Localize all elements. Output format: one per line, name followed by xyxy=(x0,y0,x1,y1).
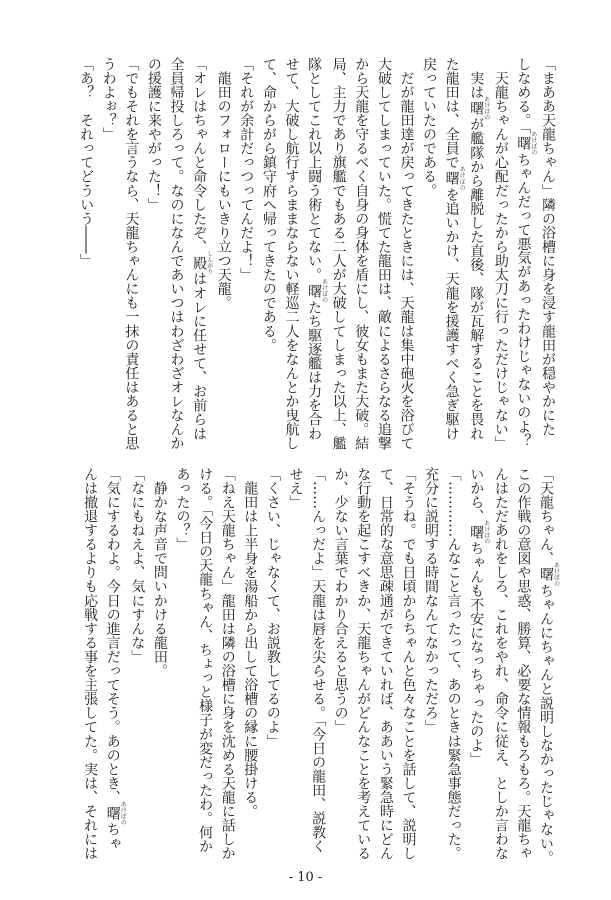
text-run: か、少ない言葉でわかり合えると思うの」 xyxy=(332,467,349,734)
text-run: 充分に説明する時間なんてなかっただろ」 xyxy=(423,467,440,734)
text-column xyxy=(395,57,418,451)
text-run: んは撤退するよりも応戦する事を主張してた。実は、それには xyxy=(82,467,99,861)
text-column xyxy=(534,467,560,865)
text-column xyxy=(165,57,188,451)
ruby-word: 曙あけぼの xyxy=(515,131,537,156)
text-run: んはただあれをしろ、これをやれ、命令に従え、としか言わな xyxy=(492,467,509,861)
text-run: 龍田は上半身を湯船から出して浴槽の縁に腰掛ける。 xyxy=(242,467,259,819)
text-column xyxy=(120,57,143,451)
text-column xyxy=(257,57,280,445)
text-run: 局、主力であり旗艦でもある二人が大破してしまった以上、艦 xyxy=(330,57,347,451)
text-column xyxy=(171,467,194,857)
ruby-word: 曙あけぼの xyxy=(443,166,466,191)
text-column xyxy=(280,57,303,451)
text-run: 「…………んなこと言ったって、あのときは緊急事態だった。 xyxy=(445,467,462,861)
text-run: たち駆逐艦は力を合わ xyxy=(306,300,323,441)
text-run: だが龍田達が戻ってきたときには、天龍は集中砲火を浴びて xyxy=(398,57,415,451)
text-run: いから、 xyxy=(468,467,485,524)
text-column xyxy=(440,57,465,445)
text-run: 「天龍ちゃん、 xyxy=(538,467,554,566)
text-column xyxy=(97,57,120,445)
text-column xyxy=(442,467,465,861)
text-column xyxy=(239,467,262,857)
text-column xyxy=(261,467,284,857)
text-run: 「くさい、じゃなくて、お説教してるのよ」 xyxy=(264,467,281,748)
text-run: 隊としてこれ以上闘う術とてない。 xyxy=(306,57,323,282)
page-number: - 10 - xyxy=(288,870,323,885)
text-run: ちゃんだって悪気があったわけじゃないのよ？ xyxy=(515,152,532,448)
text-run: せて、大破し航行すらままならない軽巡二人をなんとか曳航し xyxy=(283,57,300,451)
text-run: 「それが余計だっつってんだよ！」 xyxy=(238,57,255,282)
text-column xyxy=(212,57,235,445)
text-column xyxy=(101,467,126,857)
text-column xyxy=(126,467,149,857)
text-run: ちゃ xyxy=(104,822,121,851)
text-column xyxy=(148,467,171,857)
text-run: うわよぉ？」 xyxy=(100,57,117,142)
text-column xyxy=(489,57,512,451)
text-run: 大破してしまっていた。慌てた龍田は、敵によるさらなる追撃 xyxy=(375,57,392,451)
text-column xyxy=(417,57,440,445)
text-column xyxy=(75,57,98,445)
text-column xyxy=(216,467,239,861)
ruby-word: 曙あけぼの xyxy=(104,801,127,826)
text-run: この作戦の意図や思惑、勝算、必要な情報もろもろ。天龍ちゃ xyxy=(515,467,532,861)
text-column xyxy=(194,467,217,857)
text-column xyxy=(512,57,537,448)
text-run: 「まああ天龍ちゃん」隣の浴槽に身を浸す龍田が穏やかにた xyxy=(540,57,556,437)
text-run: しなめる。「 xyxy=(515,57,532,135)
text-column xyxy=(188,57,213,445)
text-column xyxy=(374,467,397,861)
ruby-reading: あけぼの xyxy=(529,131,537,156)
text-run: た龍田は、全員で xyxy=(443,57,460,170)
text-run: 「でもそれを言うなら、天龍ちゃんにも一抹の責任はあると思 xyxy=(123,57,140,451)
text-column xyxy=(235,57,258,445)
text-column xyxy=(397,467,420,861)
lower-text-block xyxy=(69,467,560,865)
text-column xyxy=(465,467,490,857)
ruby-word: 曙あけぼの xyxy=(468,96,490,121)
text-run: はオレに任せて、お前らは xyxy=(191,271,208,441)
text-run: 静かな声音で問いかける龍田。 xyxy=(151,467,168,678)
text-run: 全員帰投しろって。なのになんであいつはわざわざオレなんか xyxy=(168,57,185,451)
text-run: 「気にするわよ。今日の進言だってそう。あのとき、 xyxy=(104,467,121,805)
text-run: 「そうね。でも日頃からちゃんと色々なことを話して、説明し xyxy=(400,467,417,861)
text-run: 「ねえ天龍ちゃん」龍田は隣の浴槽に身を沈める天龍に話しか xyxy=(219,467,236,861)
text-run: から天龍を守るべく自身の身体を盾にし、彼女もまた大破。結 xyxy=(353,57,370,451)
text-column xyxy=(536,57,559,445)
text-run: て、命からがら鎮守府へ帰ってきたのである。 xyxy=(260,57,277,353)
text-run: 実は xyxy=(468,57,485,100)
ruby-word: 曙あけぼの xyxy=(306,278,328,304)
text-column xyxy=(372,57,395,451)
text-column xyxy=(306,467,329,857)
ruby-word: 曙あけぼの xyxy=(468,520,490,545)
text-run: が艦隊から離脱した直後、隊が瓦解することを畏れ xyxy=(468,117,485,441)
ruby-word: 殿しんがり xyxy=(191,250,213,275)
ruby-reading: あけぼの xyxy=(119,801,127,826)
text-column xyxy=(327,57,350,451)
text-run: ける。「今日の天龍ちゃん、ちょっと様子が変だったわ。何か xyxy=(197,467,214,854)
text-run: 戻っていたのである。 xyxy=(421,57,438,198)
upper-text-block xyxy=(69,57,559,451)
text-run: な行動を起こすべきか、天龍ちゃんがどんなことを考えている xyxy=(355,467,372,861)
text-column xyxy=(350,57,373,451)
ruby-reading: あけぼの xyxy=(482,520,490,545)
text-column xyxy=(142,57,165,445)
text-column xyxy=(465,57,490,445)
text-column xyxy=(79,467,102,861)
ruby-reading: あけぼの xyxy=(482,96,490,121)
text-run: せえ」 xyxy=(287,467,304,510)
ruby-reading: しんがり xyxy=(205,250,213,275)
text-run: 天龍ちゃんが心配だったから助太刀に行っただけじゃない」 xyxy=(492,57,509,451)
text-column xyxy=(489,467,512,861)
text-run: て、日常的な意思疎通ができていれば、ああいう緊急時にどん xyxy=(377,467,394,861)
ruby-reading: あけぼの xyxy=(458,166,466,191)
text-run: 龍田のフォローにもいきり立つ天龍。 xyxy=(215,57,232,310)
ruby-reading: あけぼの xyxy=(552,562,560,587)
text-column xyxy=(352,467,375,861)
ruby-word: 曙あけぼの xyxy=(538,562,560,587)
text-run: の援護に来やがった！」 xyxy=(145,57,162,212)
text-run: を追いかけ、天龍を援護すべく急ぎ駆け xyxy=(443,187,460,441)
text-run: 「……んっだよ」天龍は唇を尖らせる。「今日の龍田、説教く xyxy=(310,467,327,854)
text-run: 「オレはちゃんと命令したぞ、 xyxy=(191,57,208,254)
text-column xyxy=(512,467,535,861)
ruby-reading: あけぼの xyxy=(320,278,328,304)
text-run: ちゃんにちゃんと説明しなかったじゃない。 xyxy=(538,583,554,865)
text-column xyxy=(302,57,327,445)
text-column xyxy=(329,467,352,857)
text-run: あったの？」 xyxy=(174,467,191,552)
text-column xyxy=(419,467,442,857)
text-run: 「あ？ それってどういう――」 xyxy=(78,57,95,268)
text-run: ちゃんも不安になっちゃったのよ」 xyxy=(468,541,485,767)
text-run: 「なにもねえよ、気にすんな」 xyxy=(129,467,146,664)
text-column xyxy=(284,467,307,857)
